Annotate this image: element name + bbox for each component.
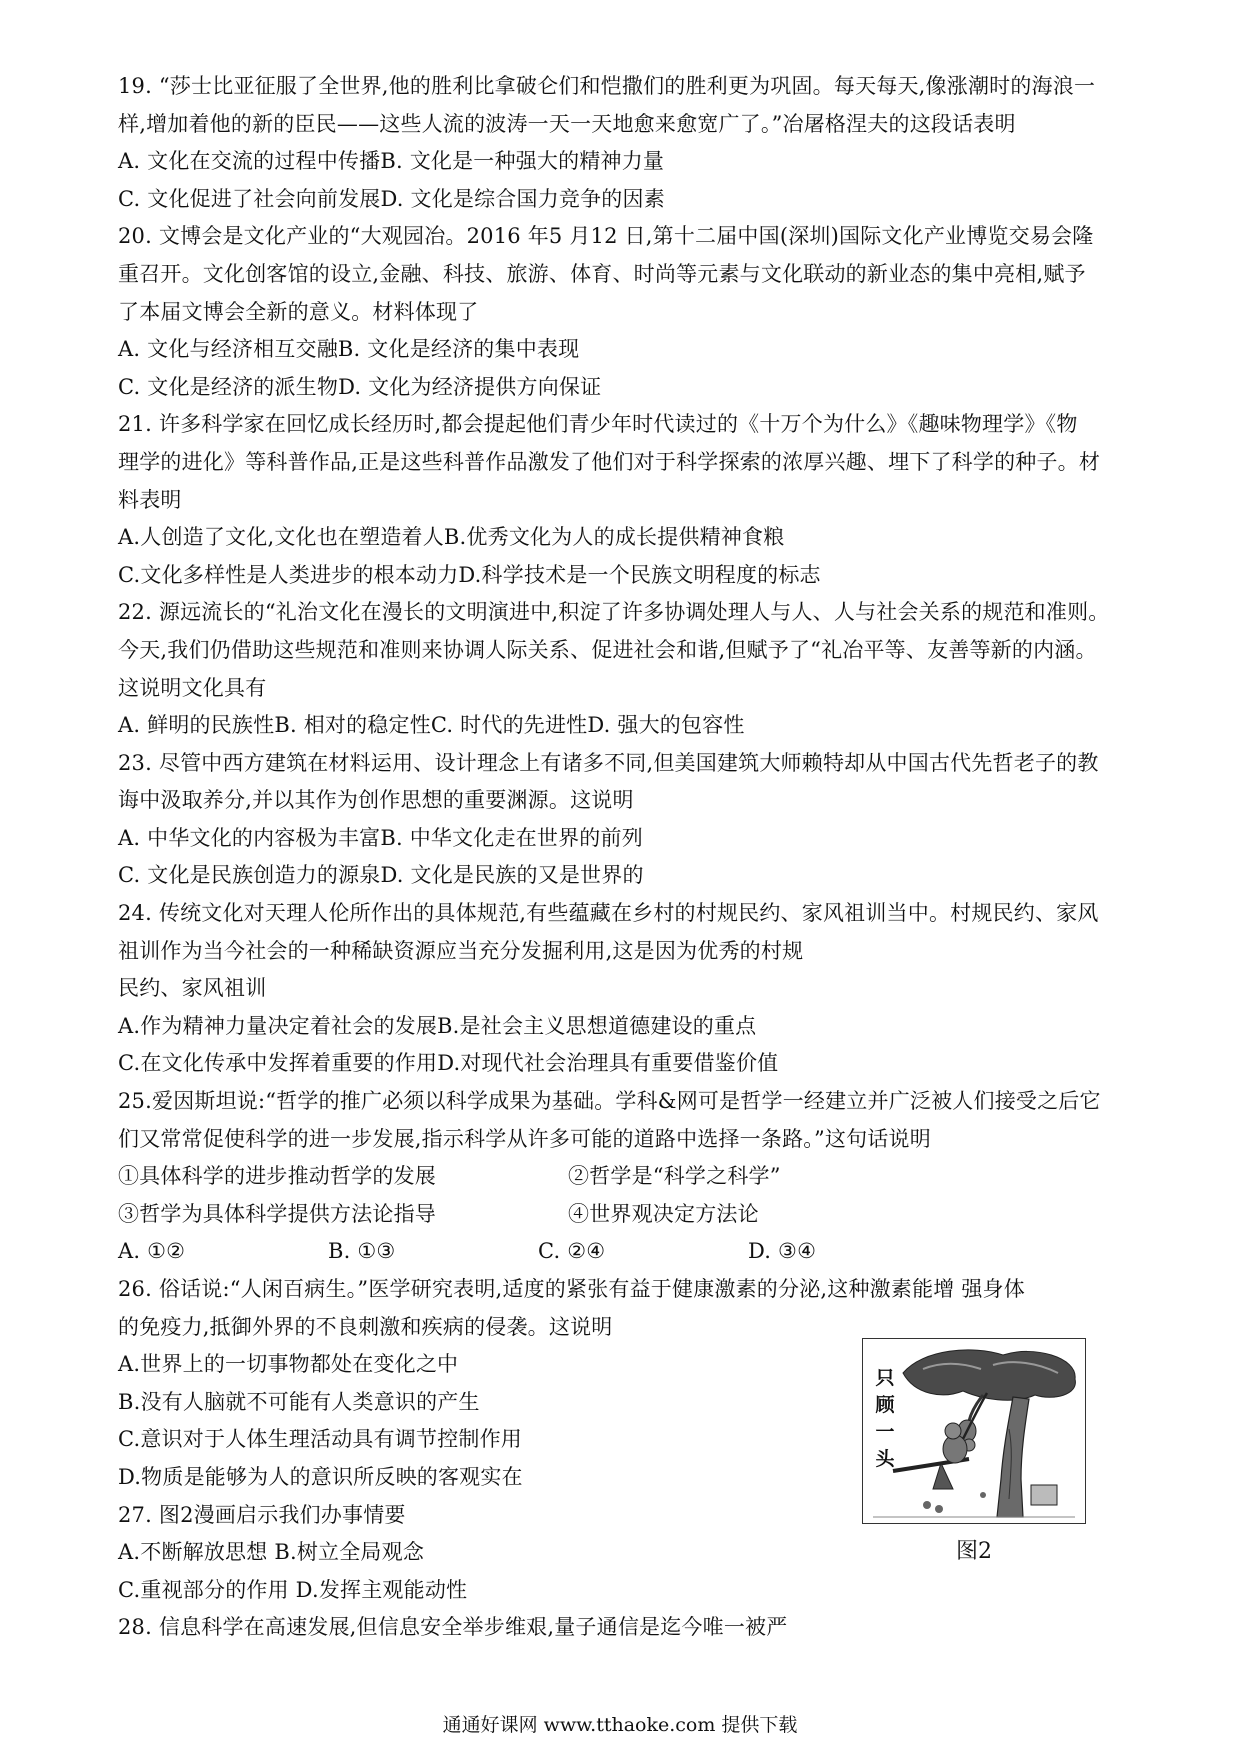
cartoon-title-char: 一: [875, 1421, 895, 1443]
option-line: A. 文化在交流的过程中传播B. 文化是一种强大的精神力量: [118, 149, 665, 174]
option-line: A.作为精神力量决定着社会的发展B.是社会主义思想道德建设的重点: [118, 1013, 757, 1038]
option-line: A. 文化与经济相互交融B. 文化是经济的集中表现: [118, 337, 580, 362]
question-text: 23. 尽管中西方建筑在材料运用、设计理念上有诸多不同,但美国建筑大师赖特却从中国古代先哲老子的教: [118, 750, 1099, 775]
statement: ③哲学为具体科学提供方法论指导: [118, 1201, 436, 1226]
question-text: 祖训作为当今社会的一种稀缺资源应当充分发掘利用,这是因为优秀的村规: [118, 938, 804, 963]
question-19: [118, 68, 1138, 218]
cartoon-figure: [862, 1338, 1086, 1568]
statement: ②哲学是“科学之科学”: [568, 1164, 781, 1189]
question-24: [118, 895, 1138, 1083]
question-20: [118, 218, 1138, 406]
choice: A. ①②: [118, 1239, 186, 1264]
page-footer: 通通好课网 www.tthaoke.com 提供下载: [442, 1714, 798, 1736]
question-text: 的免疫力,抵御外界的不良刺激和疾病的侵袭。这说明: [118, 1314, 613, 1339]
option-line: D.物质是能够为人的意识所反映的客观实在: [118, 1464, 523, 1489]
question-23: [118, 745, 1138, 895]
question-text: 样,增加着他的新的臣民——这些人流的波涛一天一天地愈来愈宽广了。”冶屠格涅夫的这段话表明: [118, 111, 1016, 136]
question-text: 了本届文博会全新的意义。材料体现了: [118, 299, 479, 324]
cartoon-title: [873, 1365, 897, 1473]
cartoon-frame: [862, 1338, 1086, 1524]
option-line: C.文化多样性是人类进步的根本动力D.科学技术是一个民族文明程度的标志: [118, 562, 821, 587]
question-21: [118, 406, 1138, 594]
option-line: A.人创造了文化,文化也在塑造着人B.优秀文化为人的成长提供精神食粮: [118, 525, 785, 550]
option-line: A. 鲜明的民族性B. 相对的稳定性C. 时代的先进性D. 强大的包容性: [118, 713, 745, 738]
question-text: 20. 文博会是文化产业的“大观园冶。2016 年5 月12 日,第十二届中国(深圳)国际文化产业博览交易会隆: [118, 224, 1094, 249]
question-text: 26. 俗话说:“人闲百病生。”医学研究表明,适度的紧张有益于健康激素的分泌,这种激素能增 强身体: [118, 1277, 1025, 1301]
option-line: C.重视部分的作用 D.发挥主观能动性: [118, 1577, 468, 1602]
choice: D. ③④: [748, 1239, 817, 1264]
statement: ①具体科学的进步推动哲学的发展: [118, 1164, 436, 1189]
question-text: 们又常常促使科学的进一步发展,指示科学从许多可能的道路中选择一条路。”这句话说明: [118, 1126, 931, 1151]
question-text: 重召开。文化创客馆的设立,金融、科技、旅游、体育、时尚等元素与文化联动的新业态的集中亮相,赋予: [118, 261, 1086, 286]
question-text: 22. 源远流长的“礼治文化在漫长的文明演进中,积淀了许多协调处理人与人、人与社会关系的规范和准则。: [118, 600, 1110, 625]
question-text: 今天,我们仍借助这些规范和准则来协调人际关系、促进社会和谐,但赋予了“礼冶平等、友善等新的内涵。: [118, 637, 1097, 662]
question-text: 这说明文化具有: [118, 675, 267, 700]
choice-row: [118, 1233, 1138, 1271]
question-text: 25.爱因斯坦说:“哲学的推广必须以科学成果为基础。学科&网可是哲学一经建立并广泛被人们接受之后它: [118, 1089, 1101, 1114]
question-25: [118, 1083, 1138, 1271]
cartoon-title-char: 头: [875, 1448, 895, 1470]
option-line: B.没有人脑就不可能有人类意识的产生: [118, 1389, 480, 1414]
option-line: A. 中华文化的内容极为丰富B. 中华文化走在世界的前列: [118, 825, 643, 850]
figure-caption: 图2: [956, 1539, 992, 1564]
choice: B. ①③: [328, 1239, 396, 1264]
option-line: A.世界上的一切事物都处在变化之中: [118, 1352, 459, 1377]
question-text: 理学的进化》等科普作品,正是这些科普作品激发了他们对于科学探索的浓厚兴趣、埋下了科学的种子。材: [118, 449, 1101, 474]
question-text: 28. 信息科学在高速发展,但信息安全举步维艰,量子通信是迄今唯一被严: [118, 1615, 788, 1640]
statement-row: [118, 1158, 1138, 1196]
option-line: C. 文化是经济的派生物D. 文化为经济提供方向保证: [118, 374, 602, 399]
question-text: 诲中汲取养分,并以其作为创作思想的重要渊源。这说明: [118, 788, 634, 813]
question-28: [118, 1609, 1138, 1647]
question-text: 19. “莎士比亚征服了全世界,他的胜利比拿破仑们和恺撒们的胜利更为巩固。每天每天,像涨潮时的海浪一: [118, 74, 1096, 98]
statement-row: [118, 1196, 1138, 1234]
cartoon-title-char: 顾: [875, 1394, 895, 1416]
option-line: C.意识对于人体生理活动具有调节控制作用: [118, 1427, 522, 1452]
option-line: C. 文化是民族创造力的源泉D. 文化是民族的又是世界的: [118, 863, 644, 888]
option-line: C.在文化传承中发挥着重要的作用D.对现代社会治理具有重要借鉴价值: [118, 1051, 779, 1076]
option-line: A.不断解放思想 B.树立全局观念: [118, 1540, 425, 1565]
question-22: [118, 594, 1138, 744]
question-text: 27. 图2漫画启示我们办事情要: [118, 1502, 406, 1527]
question-text: 料表明: [118, 487, 182, 512]
choice: C. ②④: [538, 1239, 606, 1264]
cartoon-title-char: 只: [875, 1367, 895, 1389]
question-text: 24. 传统文化对天理人伦所作出的具体规范,有些蕴藏在乡村的村规民约、家风祖训当中。村规民约、家风: [118, 901, 1099, 926]
option-line: C. 文化促进了社会向前发展D. 文化是综合国力竞争的因素: [118, 186, 665, 211]
question-text: 21. 许多科学家在回忆成长经历时,都会提起他们青少年时代读过的《十万个为什么》《趣味物理学》《物: [118, 412, 1078, 437]
statement: ④世界观决定方法论: [568, 1201, 759, 1226]
question-text: 民约、家风祖训: [118, 976, 267, 1001]
